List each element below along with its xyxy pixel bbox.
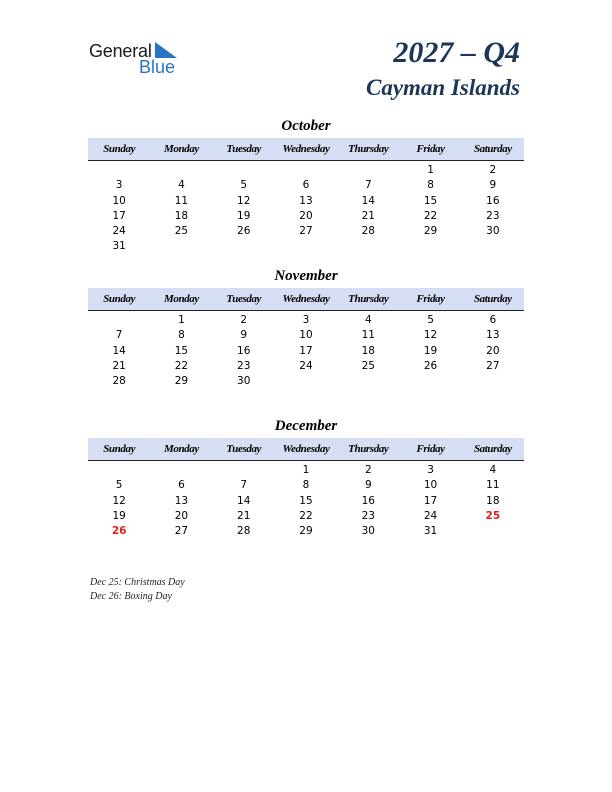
day-cell: 27: [299, 225, 313, 238]
day-cell: 2: [364, 464, 372, 476]
day-cell: 22: [423, 209, 438, 222]
day-cell: 13: [486, 329, 500, 342]
weekday-label: Sunday: [103, 443, 136, 455]
day-cell: 27: [174, 525, 189, 538]
day-cell: 26: [111, 525, 127, 538]
month-name: November: [274, 268, 338, 284]
day-cell: 1: [178, 314, 185, 326]
empty-cell: [88, 163, 150, 178]
day-cell: 12: [237, 194, 251, 207]
day-cell: 25: [174, 225, 189, 238]
day-cell: 1: [427, 164, 434, 176]
day-cell: 7: [364, 179, 372, 192]
weekday-label: Friday: [416, 443, 445, 455]
month-october: [88, 116, 524, 255]
day-cell: 15: [299, 494, 313, 507]
day-cell: 30: [486, 225, 500, 238]
day-cell: 6: [489, 314, 497, 326]
empty-cell: [275, 374, 337, 389]
day-cell: 7: [240, 479, 248, 492]
day-cell: 3: [302, 314, 310, 326]
day-grid: [88, 313, 524, 389]
day-cell: 21: [112, 359, 126, 372]
empty-cell: [399, 239, 461, 254]
day-cell: 17: [112, 209, 126, 222]
day-cell: 19: [237, 209, 251, 222]
day-cell: 6: [302, 179, 310, 192]
empty-cell: [275, 163, 337, 178]
day-cell: 2: [240, 314, 248, 326]
day-cell: 11: [174, 194, 189, 207]
day-cell: 13: [299, 194, 313, 207]
empty-cell: [88, 313, 150, 328]
weekday-label: Saturday: [473, 293, 512, 305]
day-cell: 12: [112, 494, 126, 507]
weekday-label: Saturday: [473, 443, 512, 455]
day-cell: 12: [423, 329, 438, 342]
weekday-label: Wednesday: [282, 143, 330, 155]
day-cell: 28: [361, 225, 375, 238]
day-cell: 24: [299, 359, 313, 372]
empty-cell: [213, 163, 275, 178]
page-subtitle: Cayman Islands: [365, 75, 520, 100]
day-cell: 29: [299, 525, 313, 538]
empty-cell: [337, 374, 399, 389]
weekday-label: Thursday: [348, 443, 389, 455]
day-cell: 14: [361, 194, 375, 207]
weekday-label: Sunday: [103, 143, 136, 155]
month-name: December: [274, 418, 338, 434]
day-cell: 22: [299, 509, 313, 522]
weekday-header: [88, 438, 524, 461]
weekday-label: Friday: [416, 143, 445, 155]
empty-cell: [213, 239, 275, 254]
day-cell: 16: [486, 194, 500, 207]
page-title: 2027 – Q4: [393, 36, 520, 69]
weekday-label: Tuesday: [226, 293, 262, 305]
day-cell: 22: [174, 359, 189, 372]
day-cell: 19: [423, 344, 438, 357]
day-cell: 16: [237, 344, 251, 357]
month-december: [88, 416, 524, 539]
day-cell: 23: [361, 509, 375, 522]
day-cell: 23: [237, 359, 251, 372]
day-grid: [88, 163, 524, 255]
empty-cell: [337, 163, 399, 178]
weekday-label: Monday: [163, 443, 199, 455]
day-cell: 8: [178, 329, 185, 342]
day-cell: 1: [302, 464, 310, 476]
day-cell: 6: [178, 479, 185, 492]
empty-cell: [399, 374, 461, 389]
day-cell: 31: [423, 525, 438, 538]
logo: [89, 40, 189, 76]
day-cell: 9: [489, 179, 497, 192]
day-cell: 30: [237, 375, 251, 388]
day-cell: 3: [427, 464, 434, 476]
day-cell: 31: [112, 240, 126, 253]
day-cell: 4: [489, 464, 497, 476]
weekday-label: Monday: [163, 143, 199, 155]
day-cell: 24: [423, 509, 438, 522]
day-cell: 20: [299, 209, 313, 222]
empty-cell: [88, 463, 150, 478]
day-cell: 10: [299, 329, 313, 342]
day-cell: 17: [423, 494, 438, 507]
weekday-label: Wednesday: [282, 293, 330, 305]
day-cell: 8: [302, 479, 310, 492]
day-cell: 16: [361, 494, 375, 507]
day-cell: 18: [174, 209, 189, 222]
empty-cell: [150, 163, 212, 178]
day-cell: 11: [361, 329, 375, 342]
weekday-label: Monday: [163, 293, 199, 305]
day-cell: 29: [174, 375, 189, 388]
empty-cell: [462, 374, 524, 389]
day-cell: 2: [489, 164, 497, 176]
day-cell: 5: [115, 479, 123, 492]
weekday-label: Thursday: [348, 143, 389, 155]
day-cell: 14: [237, 494, 251, 507]
day-cell: 18: [361, 344, 375, 357]
day-cell: 28: [112, 375, 126, 388]
day-cell: 26: [237, 225, 251, 238]
day-cell: 27: [486, 359, 500, 372]
day-cell: 10: [423, 479, 438, 492]
day-cell: 25: [361, 359, 375, 372]
day-cell: 9: [240, 329, 248, 342]
day-cell: 18: [486, 494, 500, 507]
day-grid: [88, 463, 524, 539]
day-cell: 7: [115, 329, 123, 342]
weekday-label: Thursday: [348, 293, 389, 305]
holiday-note: Dec 25: Christmas Day: [90, 577, 185, 588]
empty-cell: [337, 239, 399, 254]
day-cell: 23: [486, 209, 500, 222]
weekday-header: [88, 288, 524, 311]
empty-cell: [462, 239, 524, 254]
day-cell: 8: [427, 179, 434, 192]
day-cell: 19: [112, 509, 126, 522]
day-cell: 5: [240, 179, 248, 192]
day-cell: 11: [486, 479, 500, 492]
day-cell: 20: [486, 344, 500, 357]
day-cell: 15: [423, 194, 438, 207]
weekday-label: Tuesday: [226, 143, 262, 155]
weekday-label: Saturday: [473, 143, 512, 155]
day-cell: 15: [174, 344, 189, 357]
month-name: October: [281, 118, 331, 134]
day-cell: 4: [364, 314, 372, 326]
day-cell: 26: [423, 359, 438, 372]
day-cell: 21: [237, 509, 251, 522]
day-cell: 4: [178, 179, 185, 192]
weekday-header: [88, 138, 524, 161]
day-cell: 10: [112, 194, 126, 207]
holiday-notes: [90, 576, 185, 604]
empty-cell: [275, 239, 337, 254]
holiday-note: Dec 26: Boxing Day: [90, 591, 172, 602]
day-cell: 3: [115, 179, 123, 192]
day-cell: 21: [361, 209, 375, 222]
day-cell: 24: [112, 225, 126, 238]
day-cell: 5: [427, 314, 434, 326]
month-november: [88, 266, 524, 389]
empty-cell: [213, 463, 275, 478]
empty-cell: [462, 524, 524, 539]
day-cell: 13: [174, 494, 189, 507]
day-cell: 20: [174, 509, 189, 522]
day-cell: 17: [299, 344, 313, 357]
day-cell: 14: [112, 344, 126, 357]
day-cell: 29: [423, 225, 438, 238]
empty-cell: [150, 239, 212, 254]
weekday-label: Wednesday: [282, 443, 330, 455]
weekday-label: Tuesday: [226, 443, 262, 455]
logo-text-blue: Blue: [139, 57, 176, 77]
day-cell: 25: [485, 509, 501, 522]
day-cell: 9: [364, 479, 372, 492]
weekday-label: Friday: [416, 293, 445, 305]
day-cell: 30: [361, 525, 375, 538]
weekday-label: Sunday: [103, 293, 136, 305]
day-cell: 28: [237, 525, 251, 538]
logo-text-general: General: [89, 41, 152, 61]
empty-cell: [150, 463, 212, 478]
